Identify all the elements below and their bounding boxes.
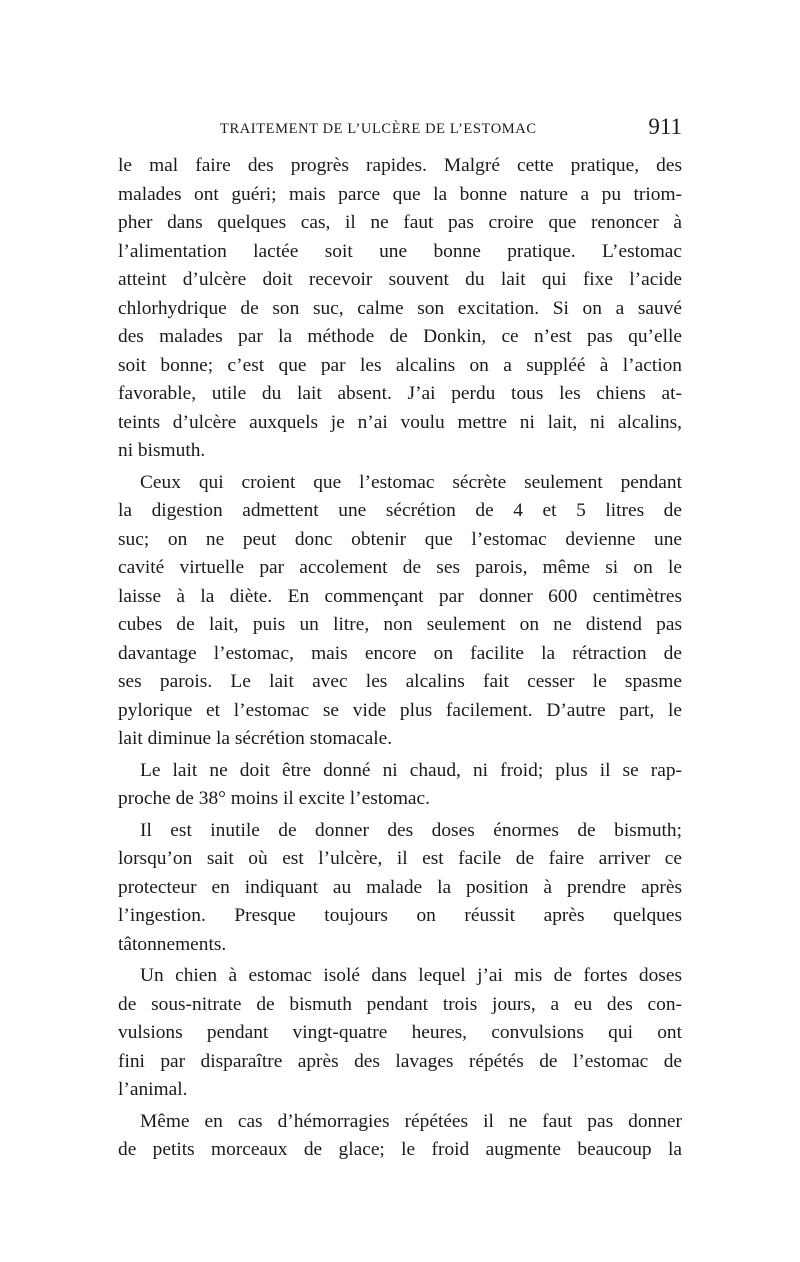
text-line: soit bonne; c’est que par les alcalins on a suppléé à l’action [118,354,682,376]
text-line: cavité virtuelle par accolement de ses parois, même si on le [118,557,682,578]
paragraph [118,1108,682,1165]
text-line: teints d’ulcère auxquels je n’ai voulu mettre ni lait, ni alcalins, [118,411,682,433]
paragraph [118,152,682,466]
paragraph [118,469,682,754]
text-line: fini par disparaître après des lavages répétés de l’estomac de [118,1050,682,1072]
text-line: Un chien à estomac isolé dans lequel j’ai mis de fortes doses [140,965,682,986]
text-line: lorsqu’on sait où est l’ulcère, il est facile de faire arriver ce [118,848,682,869]
text-line: l’ingestion. Presque toujours on réussit après quelques [118,905,682,926]
text-line: la digestion admettent une sécrétion de 4 et 5 litres de [118,500,682,521]
text-line: proche de 38° moins il excite l’estomac. [118,788,430,809]
text-line: chlorhydrique de son suc, calme son excitation. Si on a sauvé [118,297,682,319]
text-line: protecteur en indiquant au malade la position à prendre après [118,876,682,898]
text-line: laisse à la diète. En commençant par donner 600 centimètres [118,585,682,607]
page-header [118,112,684,146]
body-text [118,152,682,1165]
text-line: de petits morceaux de glace; le froid augmente beaucoup la [118,1139,682,1160]
text-line: l’animal. [118,1079,188,1100]
text-line: l’alimentation lactée soit une bonne pratique. L’estomac [118,240,682,262]
text-line: Ceux qui croient que l’estomac sécrète seulement pendant [140,471,682,493]
text-line: de sous-nitrate de bismuth pendant trois jours, a eu des con- [118,993,682,1015]
text-line: malades ont guéri; mais parce que la bonne nature a pu triom- [118,183,682,205]
text-line: ses parois. Le lait avec les alcalins fait cesser le spasme [118,671,682,692]
text-line: tâtonnements. [118,933,227,955]
text-line: des malades par la méthode de Donkin, ce n’est pas qu’elle [118,326,682,347]
text-line: cubes de lait, puis un litre, non seulement on ne distend pas [118,614,682,635]
text-line: vulsions pendant vingt-quatre heures, convulsions qui ont [118,1022,682,1043]
text-line: lait diminue la sécrétion stomacale. [118,728,393,749]
text-line: ni bismuth. [118,440,206,461]
text-line: davantage l’estomac, mais encore on facilite la rétraction de [118,642,682,664]
running-title: TRAITEMENT DE L’ULCÈRE DE L’ESTOMAC [220,121,537,137]
text-line: Même en cas d’hémorragies répétées il ne faut pas donner [140,1110,682,1132]
text-line: suc; on ne peut donc obtenir que l’estomac devienne une [118,528,682,550]
text-line: Il est inutile de donner des doses énormes de bismuth; [140,819,682,841]
text-line: favorable, utile du lait absent. J’ai perdu tous les chiens at- [118,383,682,404]
text-line: pylorique et l’estomac se vide plus facilement. D’autre part, le [118,699,682,721]
paragraph [118,757,682,814]
text-line: le mal faire des progrès rapides. Malgré cette pratique, des [118,155,682,176]
page-number: 911 [648,114,682,139]
text-line: pher dans quelques cas, il ne faut pas croire que renoncer à [118,212,682,233]
paragraph [118,962,682,1105]
text-line: Le lait ne doit être donné ni chaud, ni froid; plus il se rap- [140,759,682,781]
text-line: atteint d’ulcère doit recevoir souvent du lait qui fixe l’acide [118,269,682,290]
paragraph [118,817,682,960]
